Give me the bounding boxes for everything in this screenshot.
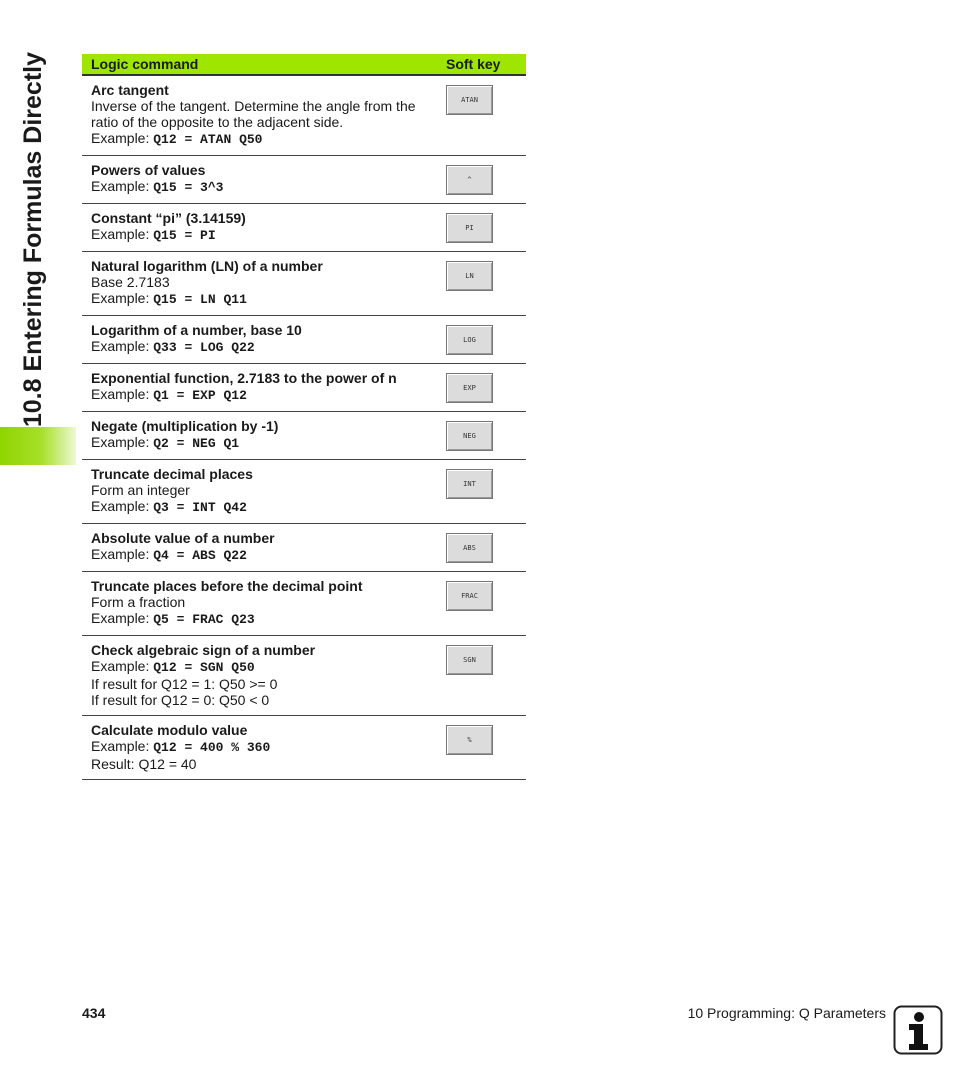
command-example xyxy=(91,738,437,756)
command-title: Calculate modulo value xyxy=(91,722,248,738)
table-body xyxy=(82,75,526,780)
example-label: Example: xyxy=(91,178,150,194)
command-title: Check algebraic sign of a number xyxy=(91,642,316,658)
command-description-cell xyxy=(82,364,446,412)
command-description: Inverse of the tangent. Determine the angle from the ratio of the opposite to the adjacent side. xyxy=(91,98,416,130)
command-description-cell xyxy=(82,75,446,156)
command-example xyxy=(91,658,437,676)
logic-command-table xyxy=(82,54,526,780)
example-code: Q15 = 3^3 xyxy=(153,180,224,195)
command-title: Negate (multiplication by -1) xyxy=(91,418,279,434)
command-description-cell xyxy=(82,572,446,636)
softkey-abs[interactable]: ABS xyxy=(446,533,493,563)
command-description-cell xyxy=(82,460,446,524)
section-tab-marker xyxy=(0,427,76,465)
table-row xyxy=(82,252,526,316)
example-label: Example: xyxy=(91,546,150,562)
table-row xyxy=(82,204,526,252)
command-result-note: If result for Q12 = 1: Q50 >= 0 xyxy=(91,676,278,692)
table-row xyxy=(82,412,526,460)
example-label: Example: xyxy=(91,386,150,402)
command-example xyxy=(91,130,437,148)
command-title: Truncate places before the decimal point xyxy=(91,578,363,594)
command-description-cell xyxy=(82,412,446,460)
info-icon xyxy=(893,1005,943,1055)
example-code: Q5 = FRAC Q23 xyxy=(153,612,255,627)
softkey-exp[interactable]: EXP xyxy=(446,373,493,403)
table-header-row xyxy=(82,54,526,75)
command-result-note: Result: Q12 = 40 xyxy=(91,756,197,772)
command-description-cell xyxy=(82,316,446,364)
command-example xyxy=(91,178,437,196)
softkey-cell xyxy=(446,156,526,204)
command-example xyxy=(91,434,437,452)
softkey-cell xyxy=(446,524,526,572)
chapter-section-title xyxy=(8,52,58,432)
table-row xyxy=(82,572,526,636)
command-title: Powers of values xyxy=(91,162,206,178)
command-title: Truncate decimal places xyxy=(91,466,253,482)
header-soft-key: Soft key xyxy=(446,54,526,75)
command-description-cell xyxy=(82,252,446,316)
example-label: Example: xyxy=(91,498,150,514)
table-row xyxy=(82,316,526,364)
example-code: Q3 = INT Q42 xyxy=(153,500,247,515)
command-example xyxy=(91,290,437,308)
example-code: Q12 = SGN Q50 xyxy=(153,660,255,675)
command-example xyxy=(91,386,437,404)
table-row xyxy=(82,156,526,204)
command-title: Absolute value of a number xyxy=(91,530,275,546)
page-number: 434 xyxy=(82,1005,106,1021)
softkey-cell xyxy=(446,252,526,316)
softkey-cell xyxy=(446,75,526,156)
command-title: Natural logarithm (LN) of a number xyxy=(91,258,323,274)
softkey-sgn[interactable]: SGN xyxy=(446,645,493,675)
chapter-section-title-text: 10.8 Entering Formulas Directly xyxy=(19,52,47,428)
table-row xyxy=(82,364,526,412)
example-code: Q1 = EXP Q12 xyxy=(153,388,247,403)
example-label: Example: xyxy=(91,738,150,754)
example-code: Q15 = PI xyxy=(153,228,216,243)
softkey-cell xyxy=(446,716,526,780)
softkey-cell xyxy=(446,316,526,364)
softkey-frac[interactable]: FRAC xyxy=(446,581,493,611)
example-label: Example: xyxy=(91,290,150,306)
softkey-pi[interactable]: PI xyxy=(446,213,493,243)
softkey-cell xyxy=(446,204,526,252)
example-label: Example: xyxy=(91,338,150,354)
softkey-cell xyxy=(446,364,526,412)
command-example xyxy=(91,546,437,564)
command-title: Constant “pi” (3.14159) xyxy=(91,210,246,226)
softkey-cell xyxy=(446,460,526,524)
softkey-int[interactable]: INT xyxy=(446,469,493,499)
command-description: Form a fraction xyxy=(91,594,186,610)
command-title: Arc tangent xyxy=(91,82,169,98)
example-label: Example: xyxy=(91,130,150,146)
command-description-cell xyxy=(82,204,446,252)
example-code: Q12 = ATAN Q50 xyxy=(153,132,263,147)
table-row xyxy=(82,75,526,156)
chapter-name: 10 Programming: Q Parameters xyxy=(687,1005,886,1021)
softkey-modulo[interactable]: % xyxy=(446,725,493,755)
command-description-cell xyxy=(82,636,446,716)
example-label: Example: xyxy=(91,434,150,450)
command-description: Base 2.7183 xyxy=(91,274,170,290)
header-logic-command: Logic command xyxy=(82,54,446,75)
command-description-cell xyxy=(82,156,446,204)
command-title: Logarithm of a number, base 10 xyxy=(91,322,302,338)
command-description-cell xyxy=(82,716,446,780)
example-code: Q4 = ABS Q22 xyxy=(153,548,247,563)
example-label: Example: xyxy=(91,226,150,242)
example-code: Q15 = LN Q11 xyxy=(153,292,247,307)
softkey-cell xyxy=(446,412,526,460)
table-row xyxy=(82,636,526,716)
example-code: Q2 = NEG Q1 xyxy=(153,436,240,451)
softkey-neg[interactable]: NEG xyxy=(446,421,493,451)
command-title: Exponential function, 2.7183 to the power of n xyxy=(91,370,397,386)
table-row xyxy=(82,716,526,780)
example-code: Q33 = LOG Q22 xyxy=(153,340,255,355)
command-example xyxy=(91,338,437,356)
command-example xyxy=(91,226,437,244)
command-example xyxy=(91,498,437,516)
table-row xyxy=(82,524,526,572)
table-row xyxy=(82,460,526,524)
command-description-cell xyxy=(82,524,446,572)
softkey-cell xyxy=(446,572,526,636)
softkey-ln[interactable]: LN xyxy=(446,261,493,291)
softkey-cell xyxy=(446,636,526,716)
softkey-atan[interactable]: ATAN xyxy=(446,85,493,115)
example-code: Q12 = 400 % 360 xyxy=(153,740,271,755)
softkey-log[interactable]: LOG xyxy=(446,325,493,355)
command-result-note: If result for Q12 = 0: Q50 < 0 xyxy=(91,692,270,708)
command-example xyxy=(91,610,437,628)
softkey-power[interactable]: ^ xyxy=(446,165,493,195)
example-label: Example: xyxy=(91,610,150,626)
command-description: Form an integer xyxy=(91,482,190,498)
example-label: Example: xyxy=(91,658,150,674)
